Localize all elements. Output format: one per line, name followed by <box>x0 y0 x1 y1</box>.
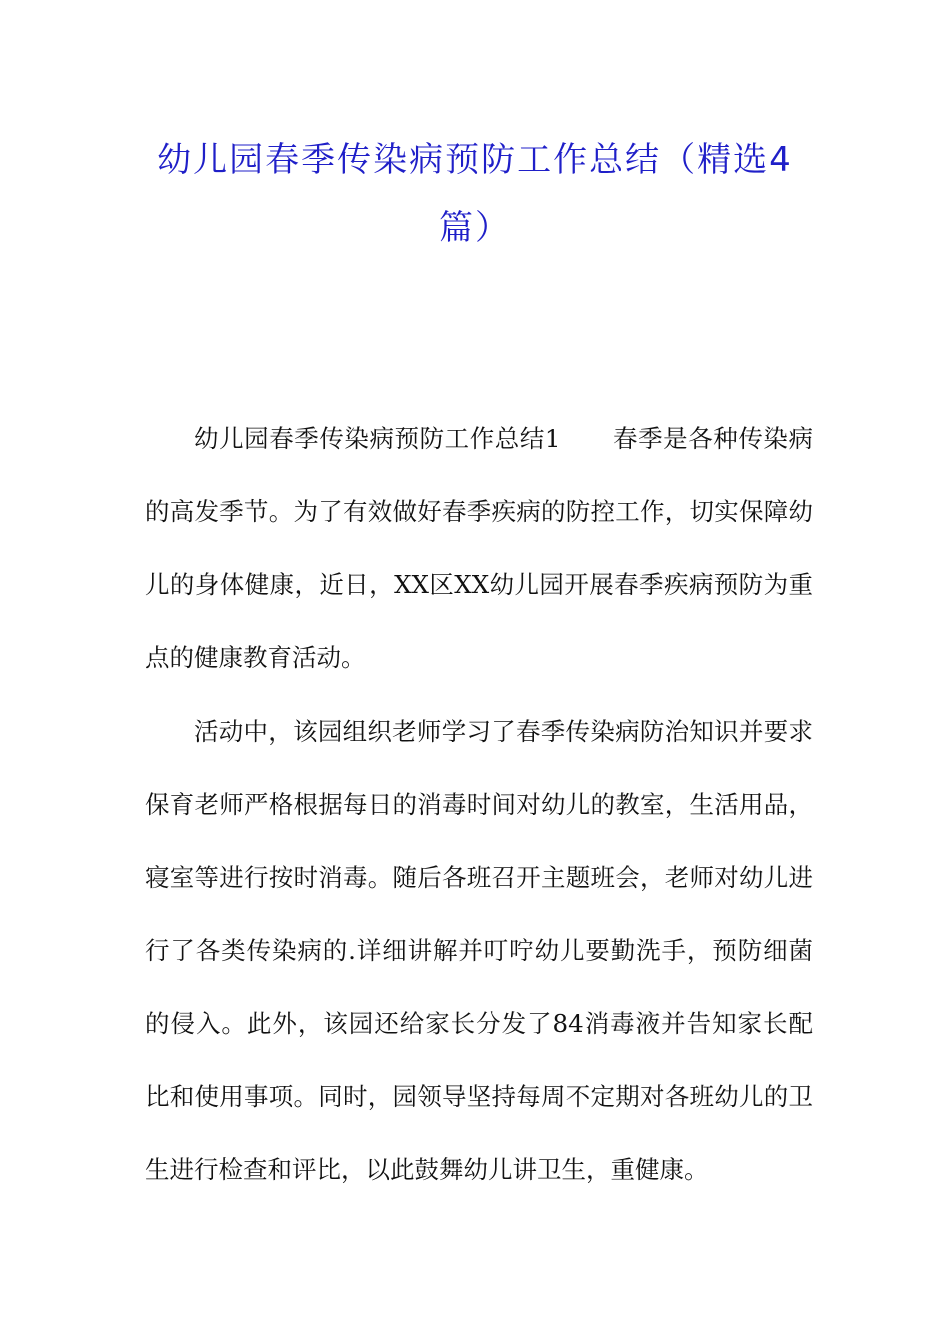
paragraph-2-text: 活动中，该园组织老师学习了春季传染病防治知识并要求保育老师严格根据每日的消毒时间对幼儿的教室，生活用品，寝室等进行按时消毒。随后各班召开主题班会，老师对幼儿进行了各类传染病的.详细讲解并叮咛幼儿要勤洗手，预防细菌的侵入。此外，该园还给家长分发了84消毒液并告知家长配比和使用事项。同时，园领导坚持每周不定期对各班幼儿的卫生进行检查和评比，以此鼓舞幼儿讲卫生，重健康。 <box>145 717 813 1184</box>
document-title-line-1: 幼儿园春季传染病预防工作总结（精选4 <box>157 140 793 180</box>
paragraph-2 <box>145 695 813 1206</box>
paragraph-1 <box>145 402 813 694</box>
paragraph-1-text: 春季是各种传染病的高发季节。为了有效做好春季疾病的防控工作，切实保障幼儿的身体健康，近日，XX区XX幼儿园开展春季疾病预防为重点的健康教育活动。 <box>145 424 813 672</box>
document-title-line-2: 篇） <box>439 208 511 248</box>
section-heading: 幼儿园春季传染病预防工作总结1 <box>194 424 561 453</box>
